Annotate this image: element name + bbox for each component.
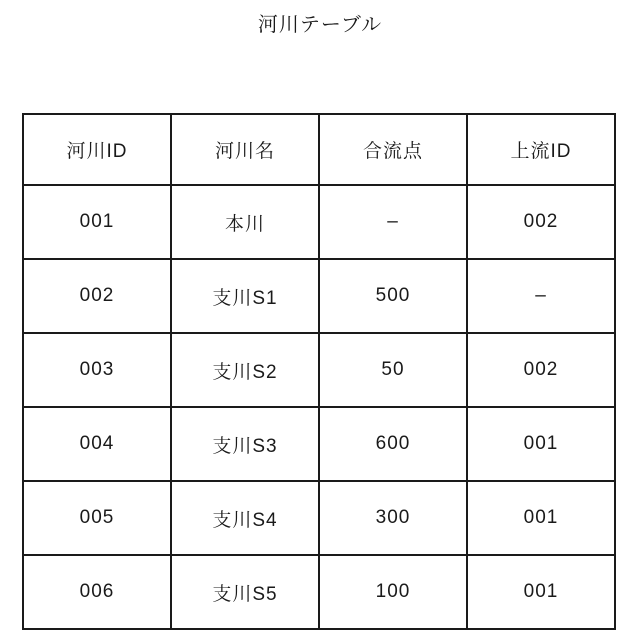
table-cell-river-id: 003 <box>23 333 171 407</box>
table-cell-confluence-point: 300 <box>319 481 467 555</box>
table-cell-confluence-point: 600 <box>319 407 467 481</box>
table-cell-upstream-id: 001 <box>467 481 615 555</box>
table-cell-river-id: 001 <box>23 185 171 259</box>
table-row <box>23 555 615 629</box>
page-title: 河川テーブル <box>257 14 383 36</box>
table-row <box>23 259 615 333</box>
table-row <box>23 185 615 259</box>
table-cell-river-name: 支川S1 <box>171 259 319 333</box>
table-row <box>23 333 615 407</box>
table-cell-upstream-id: 002 <box>467 333 615 407</box>
table-cell-river-name: 本川 <box>171 185 319 259</box>
table-cell-river-id: 004 <box>23 407 171 481</box>
table-cell-upstream-id: 001 <box>467 407 615 481</box>
table-cell-river-name: 支川S2 <box>171 333 319 407</box>
header-cell-river-name: 河川名 <box>171 114 319 185</box>
table-cell-confluence-point: 100 <box>319 555 467 629</box>
header-cell-upstream-id: 上流ID <box>467 114 615 185</box>
table-cell-confluence-point: 50 <box>319 333 467 407</box>
table-cell-river-id: 002 <box>23 259 171 333</box>
table-cell-river-name: 支川S5 <box>171 555 319 629</box>
table-cell-river-name: 支川S3 <box>171 407 319 481</box>
table-row <box>23 481 615 555</box>
table-cell-upstream-id: 002 <box>467 185 615 259</box>
table-cell-upstream-id: – <box>467 259 615 333</box>
table-cell-river-id: 006 <box>23 555 171 629</box>
river-table <box>22 113 616 630</box>
header-cell-river-id: 河川ID <box>23 114 171 185</box>
table-header-row <box>23 114 615 185</box>
table-cell-river-id: 005 <box>23 481 171 555</box>
table-cell-confluence-point: – <box>319 185 467 259</box>
table-row <box>23 407 615 481</box>
table-cell-river-name: 支川S4 <box>171 481 319 555</box>
table-cell-upstream-id: 001 <box>467 555 615 629</box>
header-cell-confluence-point: 合流点 <box>319 114 467 185</box>
table-cell-confluence-point: 500 <box>319 259 467 333</box>
